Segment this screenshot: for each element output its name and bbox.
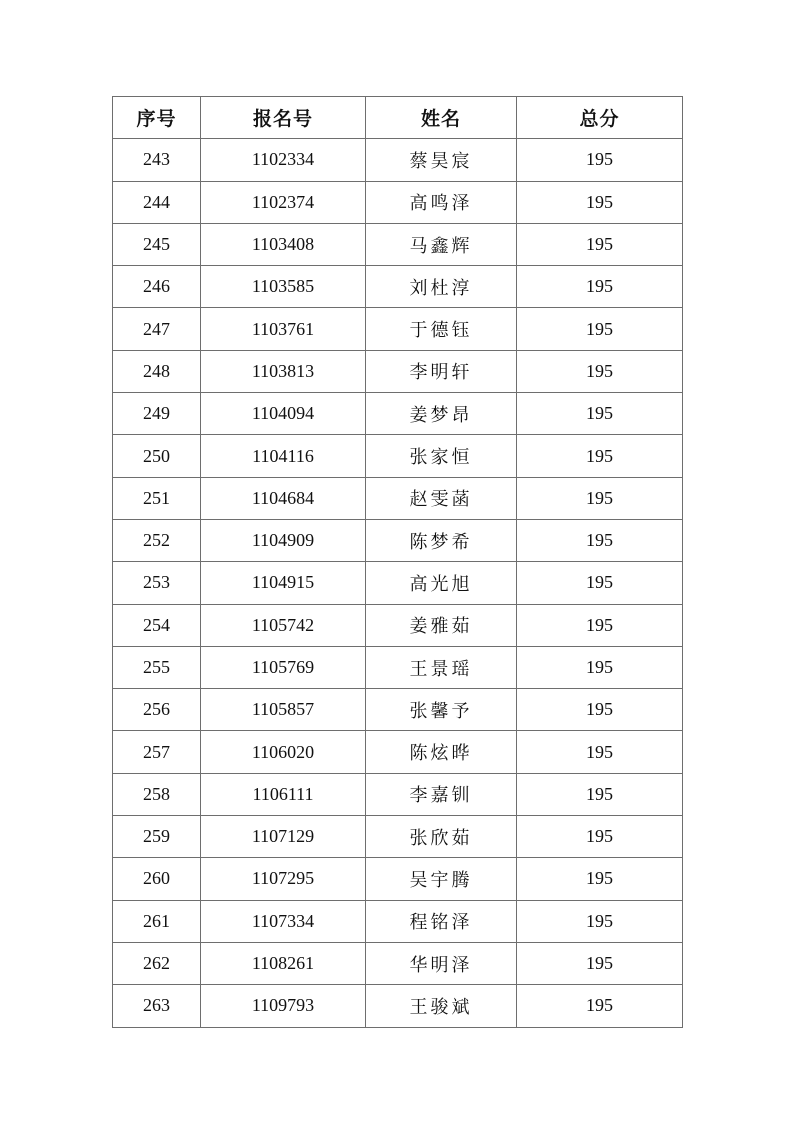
cell-score: 195 [517,604,683,646]
cell-reg-no: 1103408 [201,223,366,265]
cell-reg-no: 1104094 [201,393,366,435]
score-table [112,96,683,1028]
header-reg-no: 报名号 [201,97,366,139]
cell-name: 张馨予 [366,689,517,731]
cell-reg-no: 1102374 [201,181,366,223]
table-row [113,731,683,773]
table-row [113,942,683,984]
cell-reg-no: 1103813 [201,350,366,392]
cell-name: 姜雅茹 [366,604,517,646]
table-row [113,139,683,181]
cell-reg-no: 1105857 [201,689,366,731]
table-row [113,816,683,858]
cell-reg-no: 1106111 [201,773,366,815]
cell-name: 张家恒 [366,435,517,477]
cell-seq: 250 [113,435,201,477]
cell-score: 195 [517,646,683,688]
cell-score: 195 [517,858,683,900]
cell-seq: 263 [113,985,201,1027]
table-row [113,689,683,731]
cell-reg-no: 1109793 [201,985,366,1027]
cell-name: 陈梦希 [366,519,517,561]
cell-seq: 248 [113,350,201,392]
table-row [113,646,683,688]
cell-score: 195 [517,350,683,392]
cell-name: 王景瑶 [366,646,517,688]
cell-seq: 261 [113,900,201,942]
cell-reg-no: 1107295 [201,858,366,900]
table-row [113,223,683,265]
cell-name: 赵雯菡 [366,477,517,519]
cell-seq: 259 [113,816,201,858]
cell-score: 195 [517,689,683,731]
cell-name: 吴宇腾 [366,858,517,900]
cell-score: 195 [517,773,683,815]
cell-reg-no: 1106020 [201,731,366,773]
table-row [113,181,683,223]
cell-score: 195 [517,985,683,1027]
cell-name: 高鸣泽 [366,181,517,223]
cell-name: 蔡昊宸 [366,139,517,181]
table-row [113,477,683,519]
cell-name: 于德钰 [366,308,517,350]
table-row [113,393,683,435]
table-row [113,519,683,561]
cell-score: 195 [517,816,683,858]
table-row [113,266,683,308]
cell-reg-no: 1104116 [201,435,366,477]
cell-reg-no: 1105769 [201,646,366,688]
cell-score: 195 [517,519,683,561]
cell-score: 195 [517,900,683,942]
header-score: 总分 [517,97,683,139]
cell-score: 195 [517,942,683,984]
header-row [113,97,683,139]
table-row [113,985,683,1027]
table-row [113,604,683,646]
cell-reg-no: 1105742 [201,604,366,646]
cell-reg-no: 1107129 [201,816,366,858]
cell-score: 195 [517,731,683,773]
cell-seq: 257 [113,731,201,773]
table-row [113,435,683,477]
cell-seq: 262 [113,942,201,984]
cell-score: 195 [517,393,683,435]
table-row [113,308,683,350]
cell-seq: 246 [113,266,201,308]
table-row [113,562,683,604]
table-body [113,139,683,1027]
cell-name: 王骏斌 [366,985,517,1027]
cell-reg-no: 1107334 [201,900,366,942]
cell-name: 高光旭 [366,562,517,604]
cell-seq: 245 [113,223,201,265]
cell-seq: 254 [113,604,201,646]
cell-score: 195 [517,266,683,308]
cell-name: 李嘉钏 [366,773,517,815]
cell-seq: 260 [113,858,201,900]
cell-name: 程铭泽 [366,900,517,942]
table-row [113,773,683,815]
header-seq: 序号 [113,97,201,139]
cell-name: 马鑫辉 [366,223,517,265]
table-row [113,900,683,942]
cell-reg-no: 1104909 [201,519,366,561]
cell-reg-no: 1104915 [201,562,366,604]
cell-name: 陈炫晔 [366,731,517,773]
cell-seq: 256 [113,689,201,731]
cell-name: 华明泽 [366,942,517,984]
cell-reg-no: 1103761 [201,308,366,350]
cell-name: 刘杜淳 [366,266,517,308]
header-name: 姓名 [366,97,517,139]
table-row [113,858,683,900]
cell-score: 195 [517,223,683,265]
cell-name: 张欣茹 [366,816,517,858]
cell-name: 李明轩 [366,350,517,392]
cell-reg-no: 1102334 [201,139,366,181]
cell-seq: 258 [113,773,201,815]
cell-reg-no: 1104684 [201,477,366,519]
cell-name: 姜梦昂 [366,393,517,435]
cell-seq: 249 [113,393,201,435]
table-header [113,97,683,139]
cell-seq: 247 [113,308,201,350]
cell-reg-no: 1108261 [201,942,366,984]
table-row [113,350,683,392]
cell-seq: 255 [113,646,201,688]
cell-score: 195 [517,308,683,350]
cell-reg-no: 1103585 [201,266,366,308]
cell-seq: 243 [113,139,201,181]
cell-score: 195 [517,181,683,223]
cell-score: 195 [517,562,683,604]
cell-seq: 251 [113,477,201,519]
cell-seq: 252 [113,519,201,561]
cell-score: 195 [517,435,683,477]
cell-seq: 244 [113,181,201,223]
cell-score: 195 [517,477,683,519]
cell-seq: 253 [113,562,201,604]
cell-score: 195 [517,139,683,181]
